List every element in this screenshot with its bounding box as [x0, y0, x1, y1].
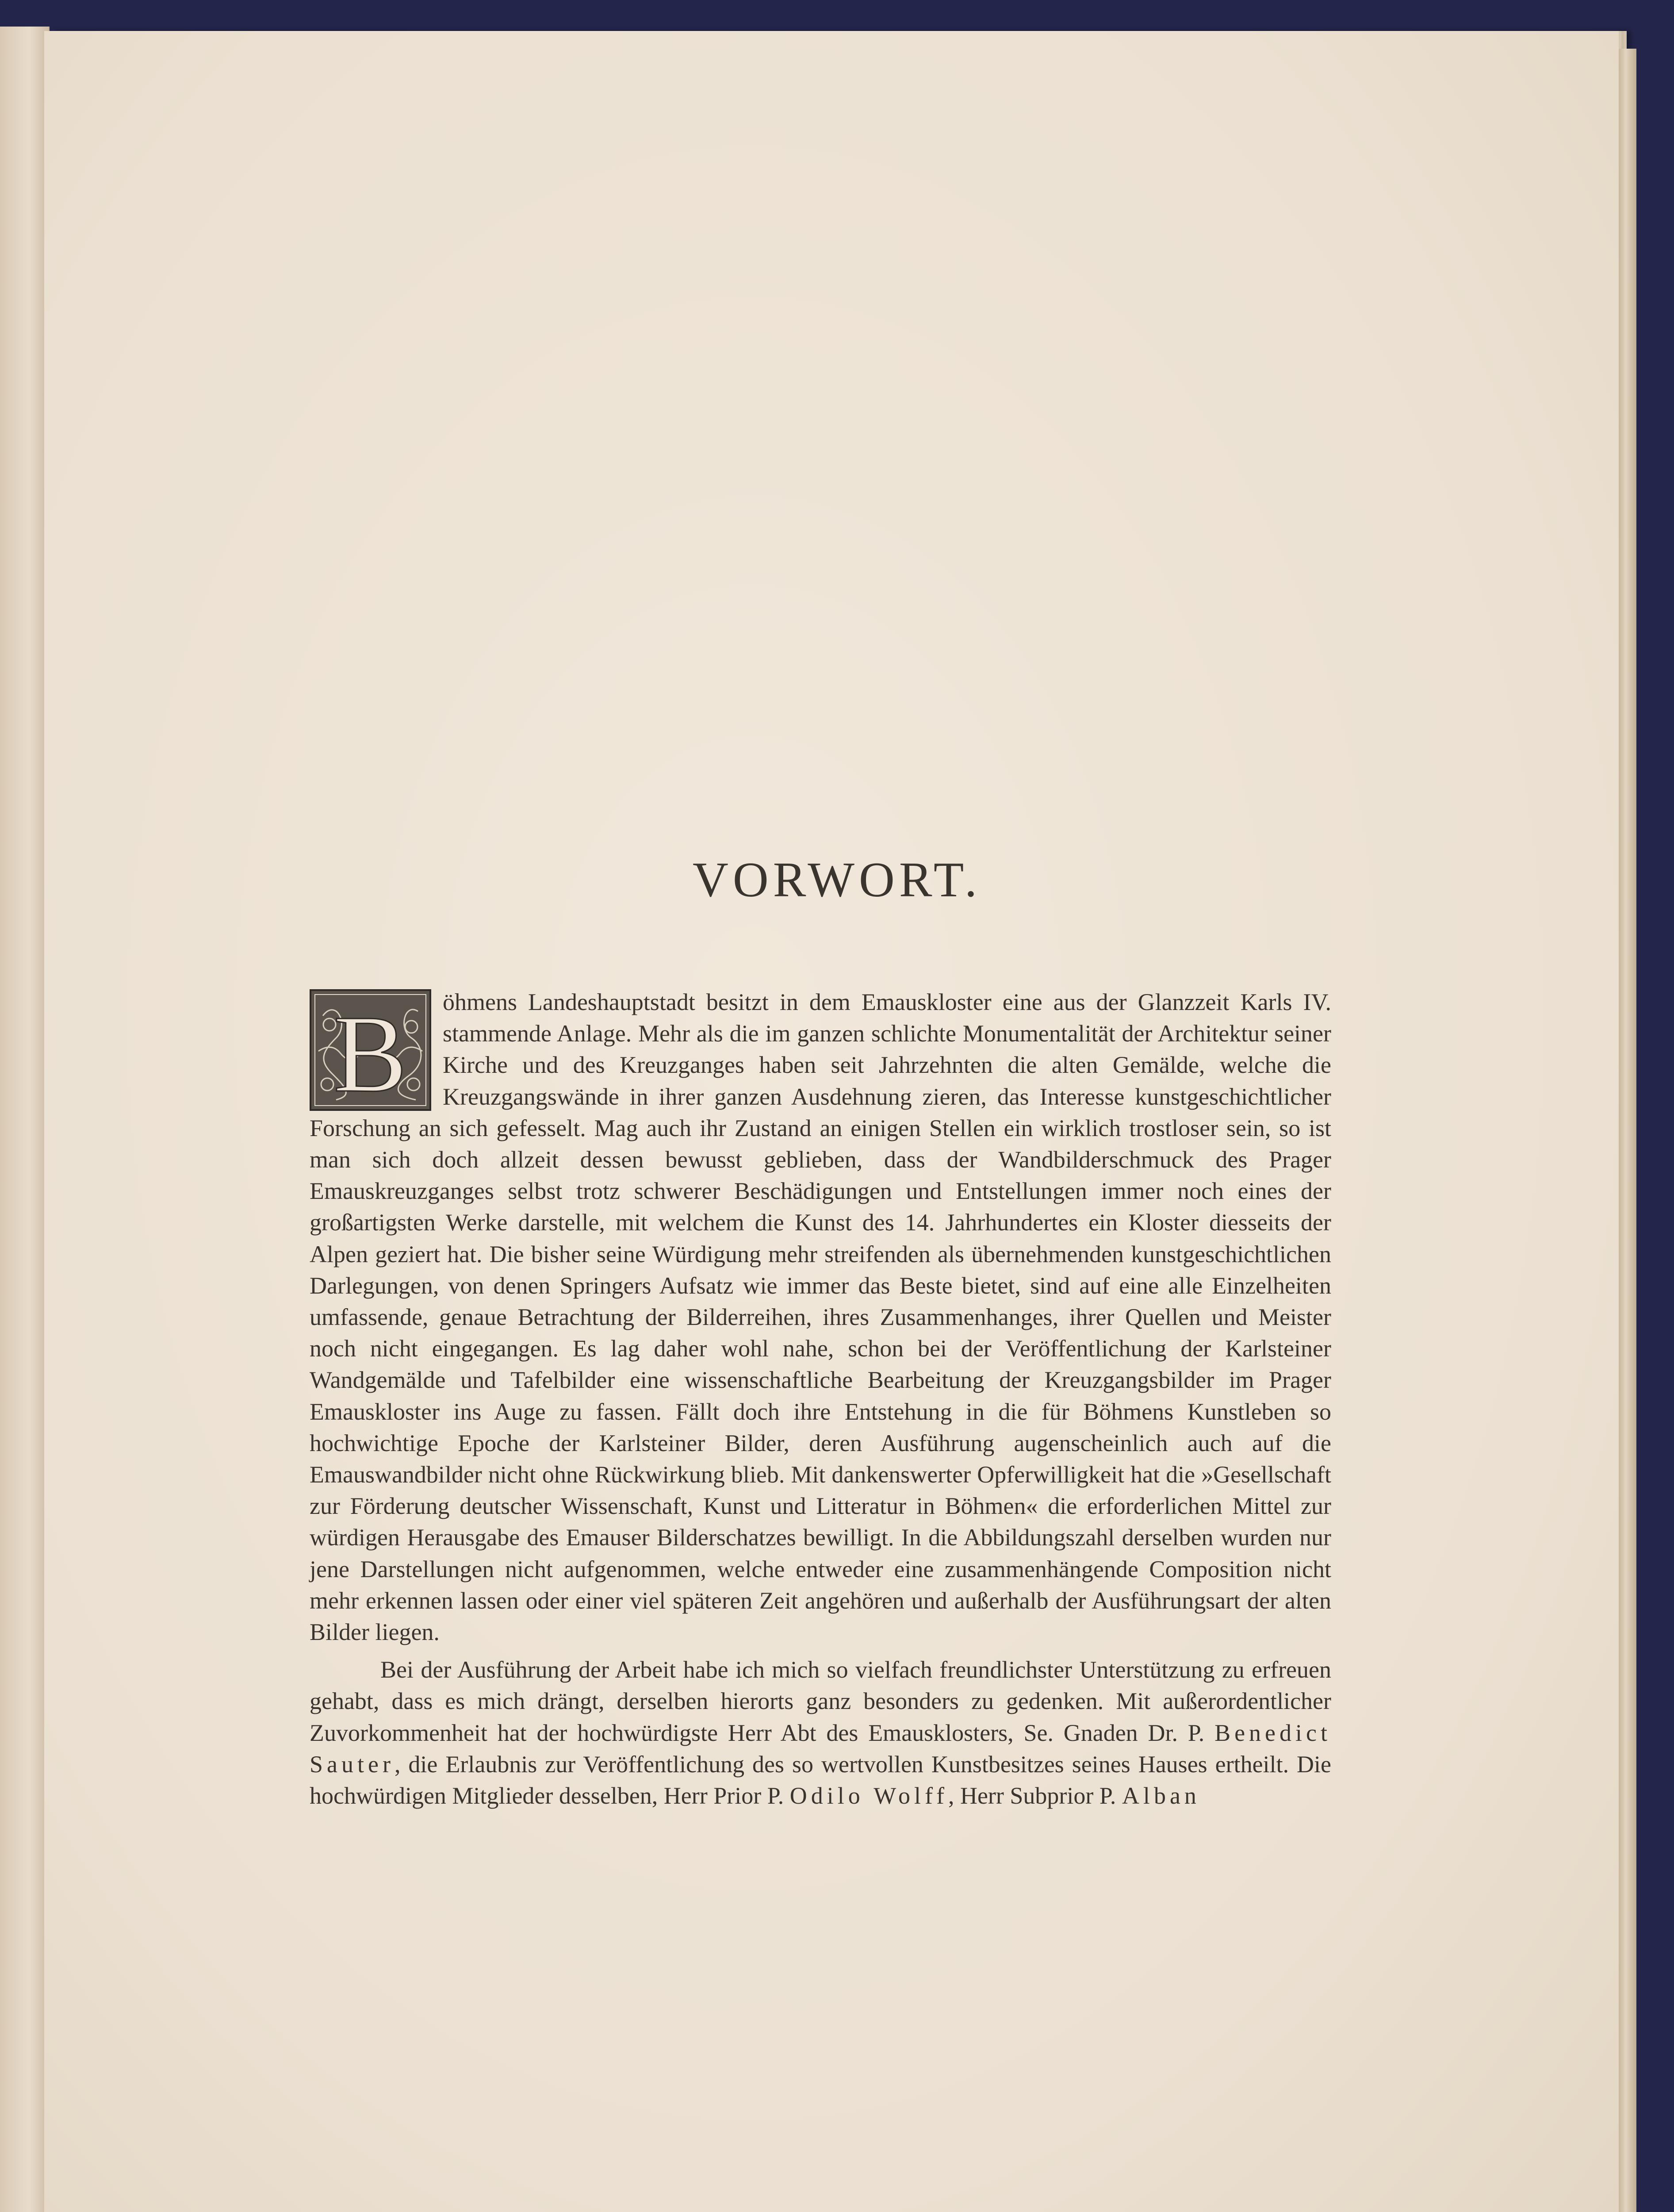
paragraph-2 — [310, 1654, 1331, 1812]
left-page-edge — [0, 27, 50, 2212]
paragraph-2-text-b: , die Erlaubnis zur Veröffentlichung des so wertvollen Kunstbesitzes seines Hauses ertheilt. Die hochwürdigen Mitglieder desselben, Herr Prior P. — [310, 1751, 1331, 1809]
name-benedict-sauter: Benedict Sauter — [310, 1719, 1331, 1778]
right-page-stack-edge — [1619, 49, 1636, 2212]
preface-text — [310, 987, 1331, 1812]
name-alban: Alban — [1122, 1782, 1200, 1809]
paragraph-2-text-c: , Herr Subprior P. — [948, 1782, 1122, 1809]
paragraph-2-text-a: Bei der Ausführung der Arbeit habe ich mich so vielfach freundlichster Unterstützung zu erfreuen gehabt, dass es mich drängt, derselben hierorts ganz besonders zu gedenken. Mit außerordentlicher Zuvorkommenheit hat der hochwürdigste Herr Abt des Emausklosters, Se. Gnaden Dr. P. — [310, 1656, 1331, 1746]
name-odilo-wolff: Odilo Wolff — [789, 1782, 948, 1809]
paragraph-1 — [310, 987, 1331, 1648]
paragraph-1-text: öhmens Landeshauptstadt besitzt in dem Emauskloster eine aus der Glanzzeit Karls IV. stammende Anlage. Mehr als die im ganzen schlichte Monumentalität der Architektur seiner Kirche und des Kreuzganges haben seit Jahrzehnten die alten Gemälde, welche die Kreuzgangswände in ihrer ganzen Ausdehnung zieren, das Interesse kunstgeschichtlicher Forschung an sich gefesselt. Mag auch ihr Zustand an einigen Stellen ein wirklich trostloser sein, so ist man sich doch allzeit dessen bewusst geblieben, dass der Wandbilderschmuck des Prager Emauskreuzganges selbst trotz schwerer Beschädigungen und Entstellungen immer noch eines der großartigsten Werke darstelle, mit welchem die Kunst des 14. Jahrhundertes ein Kloster diesseits der Alpen geziert hat. Die bisher seine Würdigung mehr streifenden als übernehmenden kunstgeschichtlichen Darlegungen, von denen Springers Aufsatz wie immer das Beste bietet, sind auf eine alle Einzelheiten umfassende, genaue Betrachtung der Bilderreihen, ihres Zusammenhanges, ihrer Quellen und Meister noch nicht eingegangen. Es lag daher wohl nahe, schon bei der Veröffentlichung der Karlsteiner Wandgemälde und Tafelbilder eine wissenschaftliche Bearbeitung der Kreuzgangsbilder im Prager Emauskloster ins Auge zu fassen. Fällt doch ihre Entstehung in die für Böhmens Kunstleben so hochwichtige Epoche der Karlsteiner Bilder, deren Ausführung augenscheinlich auch auf die Emauswandbilder nicht ohne Rückwirkung blieb. Mit dankenswerter Opferwilligkeit hat die »Gesellschaft zur Förderung deutscher Wissenschaft, Kunst und Litteratur in Böhmen« die erforderlichen Mittel zur würdigen Herausgabe des Emauser Bilderschatzes bewilligt. In die Abbildungszahl derselben wurden nur jene Darstellungen nicht aufgenommen, welche entweder eine zusammenhängende Composition nicht mehr erkennen lassen oder einer viel späteren Zeit angehören und außerhalb der Ausführungsart der alten Bilder liegen. — [310, 989, 1331, 1646]
page-title: VORWORT. — [693, 853, 981, 908]
drop-cap-initial — [310, 989, 431, 1111]
drop-cap-letter: B — [333, 993, 407, 1111]
